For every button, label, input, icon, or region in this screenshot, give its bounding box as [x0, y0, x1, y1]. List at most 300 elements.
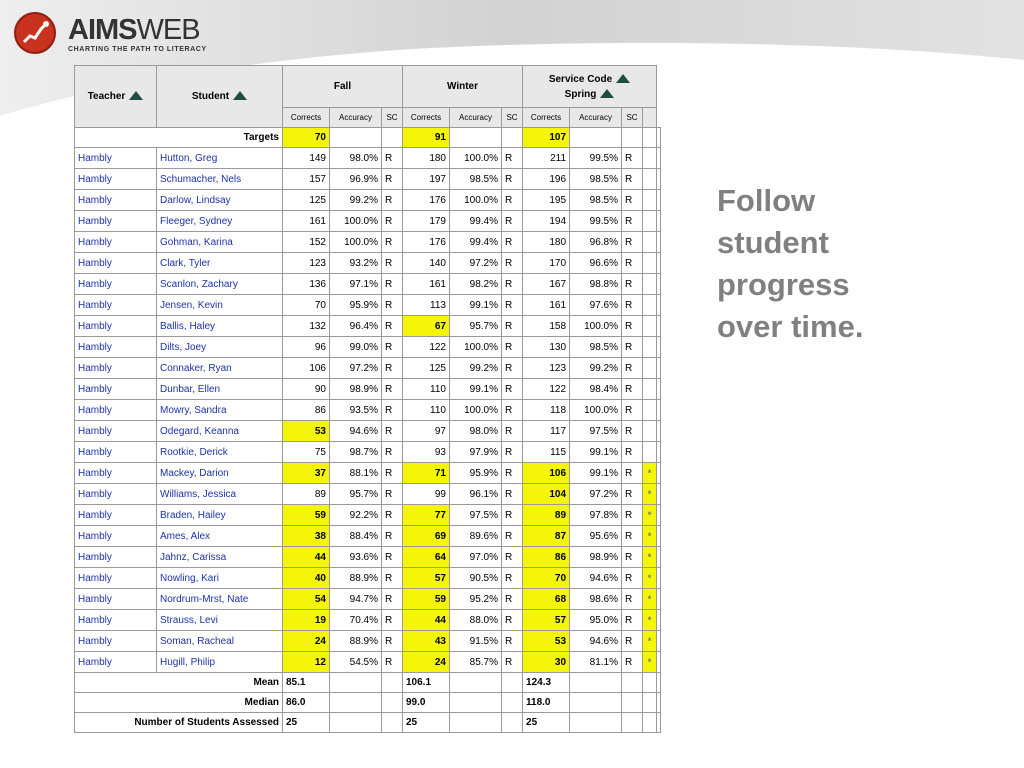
spring-service-code: R [622, 547, 643, 568]
spring-service-code: R [622, 232, 643, 253]
fall-service-code: R [382, 421, 403, 442]
winter-service-code: R [502, 190, 523, 211]
fall-accuracy-header: Accuracy [330, 108, 382, 128]
winter-corrects: 110 [403, 400, 450, 421]
fall-service-code: R [382, 463, 403, 484]
table-row [75, 505, 661, 526]
teacher-link[interactable]: Hambly [75, 505, 157, 526]
empty-cell [622, 713, 643, 733]
table-row [75, 526, 661, 547]
empty-cell [657, 274, 661, 295]
winter-service-code: R [502, 232, 523, 253]
teacher-link[interactable]: Hambly [75, 547, 157, 568]
callout-text [717, 180, 987, 348]
winter-corrects: 67 [403, 316, 450, 337]
fall-corrects: 12 [283, 652, 330, 673]
fall-accuracy: 100.0% [330, 232, 382, 253]
fall-corrects: 161 [283, 211, 330, 232]
fall-corrects: 59 [283, 505, 330, 526]
student-link[interactable]: Darlow, Lindsay [157, 190, 283, 211]
fall-corrects: 136 [283, 274, 330, 295]
empty-cell [382, 713, 403, 733]
fall-corrects: 44 [283, 547, 330, 568]
stat-label: Number of Students Assessed [75, 713, 283, 733]
spring-corrects: 118 [523, 400, 570, 421]
spring-corrects: 161 [523, 295, 570, 316]
spring-accuracy: 99.2% [570, 358, 622, 379]
empty-cell [657, 673, 661, 693]
winter-accuracy: 91.5% [450, 631, 502, 652]
teacher-link[interactable]: Hambly [75, 190, 157, 211]
fall-corrects: 152 [283, 232, 330, 253]
fall-service-code: R [382, 295, 403, 316]
spring-header[interactable] [523, 66, 657, 108]
student-link[interactable]: Williams, Jessica [157, 484, 283, 505]
student-link[interactable]: Ames, Alex [157, 526, 283, 547]
teacher-link[interactable]: Hambly [75, 211, 157, 232]
flag-marker [643, 232, 657, 253]
sort-teacher-icon[interactable] [129, 91, 143, 100]
spring-corrects: 195 [523, 190, 570, 211]
table-row [75, 400, 661, 421]
spring-service-code: R [622, 169, 643, 190]
spring-label: Spring [564, 88, 597, 100]
fall-corrects: 96 [283, 337, 330, 358]
spring-service-code: R [622, 253, 643, 274]
table-row [75, 295, 661, 316]
teacher-link[interactable]: Hambly [75, 379, 157, 400]
winter-target: 91 [403, 128, 450, 148]
winter-header: Winter [403, 66, 523, 108]
spring-target: 107 [523, 128, 570, 148]
winter-accuracy: 85.7% [450, 652, 502, 673]
student-link[interactable]: Connaker, Ryan [157, 358, 283, 379]
table-row [75, 274, 661, 295]
callout-line-2: student [717, 225, 829, 260]
fall-service-code: R [382, 652, 403, 673]
spring-service-code: R [622, 484, 643, 505]
fall-service-code: R [382, 505, 403, 526]
teacher-link[interactable]: Hambly [75, 400, 157, 421]
fall-service-code: R [382, 631, 403, 652]
winter-corrects: 180 [403, 148, 450, 169]
spring-corrects: 53 [523, 631, 570, 652]
empty-cell [657, 547, 661, 568]
teacher-link[interactable]: Hambly [75, 337, 157, 358]
spring-accuracy: 96.6% [570, 253, 622, 274]
table-row [75, 169, 661, 190]
spring-accuracy: 97.8% [570, 505, 622, 526]
winter-service-code: R [502, 337, 523, 358]
fall-accuracy: 93.2% [330, 253, 382, 274]
empty-cell [657, 169, 661, 190]
winter-stat: 99.0 [403, 693, 450, 713]
fall-corrects: 40 [283, 568, 330, 589]
winter-accuracy: 90.5% [450, 568, 502, 589]
spring-corrects: 158 [523, 316, 570, 337]
table-row [75, 379, 661, 400]
spring-service-code: R [622, 379, 643, 400]
spring-accuracy: 99.5% [570, 148, 622, 169]
flag-marker [643, 337, 657, 358]
student-link[interactable]: Clark, Tyler [157, 253, 283, 274]
empty-cell [622, 128, 643, 148]
logo-aims-text: AIMS [68, 14, 137, 46]
empty-cell [657, 463, 661, 484]
empty-cell [657, 337, 661, 358]
empty-cell [502, 128, 523, 148]
flag-marker [643, 400, 657, 421]
winter-stat: 106.1 [403, 673, 450, 693]
empty-cell [657, 148, 661, 169]
student-link[interactable]: Jensen, Kevin [157, 295, 283, 316]
empty-cell [570, 713, 622, 733]
empty-cell [643, 713, 657, 733]
student-link[interactable]: Mackey, Darion [157, 463, 283, 484]
teacher-link[interactable]: Hambly [75, 442, 157, 463]
fall-service-code: R [382, 190, 403, 211]
fall-accuracy: 100.0% [330, 211, 382, 232]
flag-marker [643, 316, 657, 337]
winter-service-code: R [502, 211, 523, 232]
winter-corrects-header: Corrects [403, 108, 450, 128]
spring-service-code: R [622, 400, 643, 421]
teacher-link[interactable]: Hambly [75, 610, 157, 631]
sort-service-code-icon[interactable] [616, 74, 630, 83]
winter-accuracy: 97.2% [450, 253, 502, 274]
teacher-header-label: Teacher [87, 91, 126, 102]
empty-cell [657, 400, 661, 421]
fall-accuracy: 93.5% [330, 400, 382, 421]
fall-accuracy: 99.0% [330, 337, 382, 358]
callout-line-4: over time. [717, 309, 864, 344]
empty-cell [382, 693, 403, 713]
empty-cell [657, 505, 661, 526]
student-link[interactable]: Braden, Hailey [157, 505, 283, 526]
empty-cell [330, 693, 382, 713]
student-link[interactable]: Dilts, Joey [157, 337, 283, 358]
winter-corrects: 97 [403, 421, 450, 442]
teacher-link[interactable]: Hambly [75, 316, 157, 337]
flag-marker [643, 169, 657, 190]
winter-accuracy: 97.0% [450, 547, 502, 568]
flag-marker [643, 442, 657, 463]
empty-cell [502, 673, 523, 693]
fall-sc-header: SC [382, 108, 403, 128]
fall-accuracy: 98.7% [330, 442, 382, 463]
spring-accuracy: 99.1% [570, 463, 622, 484]
winter-service-code: R [502, 505, 523, 526]
sort-spring-icon[interactable] [600, 89, 614, 98]
winter-corrects: 57 [403, 568, 450, 589]
table-row [75, 463, 661, 484]
fall-accuracy: 96.9% [330, 169, 382, 190]
student-link[interactable]: Soman, Racheal [157, 631, 283, 652]
winter-corrects: 69 [403, 526, 450, 547]
fall-corrects: 90 [283, 379, 330, 400]
teacher-link[interactable]: Hambly [75, 253, 157, 274]
stats-row [75, 673, 661, 693]
table-row [75, 568, 661, 589]
table-row [75, 190, 661, 211]
spring-corrects: 30 [523, 652, 570, 673]
spring-accuracy: 98.5% [570, 190, 622, 211]
header-spacer [657, 66, 661, 128]
spring-corrects: 117 [523, 421, 570, 442]
flag-marker [643, 274, 657, 295]
spring-service-code: R [622, 358, 643, 379]
fall-accuracy: 99.2% [330, 190, 382, 211]
empty-cell [330, 128, 382, 148]
flag-marker: * [643, 631, 657, 652]
winter-corrects: 24 [403, 652, 450, 673]
winter-service-code: R [502, 568, 523, 589]
winter-corrects: 59 [403, 589, 450, 610]
fall-service-code: R [382, 484, 403, 505]
logo-tagline: CHARTING THE PATH TO LITERACY [68, 46, 207, 53]
targets-label: Targets [75, 128, 283, 148]
spring-accuracy: 98.5% [570, 169, 622, 190]
teacher-link[interactable]: Hambly [75, 484, 157, 505]
empty-cell [657, 568, 661, 589]
stats-row [75, 713, 661, 733]
empty-cell [450, 128, 502, 148]
winter-accuracy: 95.7% [450, 316, 502, 337]
spring-corrects: 167 [523, 274, 570, 295]
student-progress-table [74, 65, 661, 733]
fall-corrects: 37 [283, 463, 330, 484]
flag-marker: * [643, 526, 657, 547]
spring-service-code: R [622, 337, 643, 358]
winter-corrects: 99 [403, 484, 450, 505]
empty-cell [657, 713, 661, 733]
spring-corrects: 68 [523, 589, 570, 610]
winter-accuracy: 95.9% [450, 463, 502, 484]
empty-cell [643, 673, 657, 693]
student-link[interactable]: Odegard, Keanna [157, 421, 283, 442]
flag-marker: * [643, 463, 657, 484]
sort-student-icon[interactable] [233, 91, 247, 100]
flag-marker [643, 295, 657, 316]
winter-service-code: R [502, 610, 523, 631]
winter-corrects: 77 [403, 505, 450, 526]
winter-service-code: R [502, 589, 523, 610]
fall-corrects: 89 [283, 484, 330, 505]
stats-row [75, 693, 661, 713]
teacher-link[interactable]: Hambly [75, 589, 157, 610]
student-link[interactable]: Mowry, Sandra [157, 400, 283, 421]
empty-cell [657, 421, 661, 442]
stat-label: Mean [75, 673, 283, 693]
teacher-link[interactable]: Hambly [75, 274, 157, 295]
flag-marker: * [643, 652, 657, 673]
teacher-link[interactable]: Hambly [75, 169, 157, 190]
fall-accuracy: 88.1% [330, 463, 382, 484]
winter-service-code: R [502, 442, 523, 463]
empty-cell [570, 673, 622, 693]
fall-corrects: 157 [283, 169, 330, 190]
empty-cell [622, 673, 643, 693]
student-link[interactable]: Rootkie, Derick [157, 442, 283, 463]
winter-corrects: 179 [403, 211, 450, 232]
winter-corrects: 176 [403, 190, 450, 211]
fall-stat: 86.0 [283, 693, 330, 713]
fall-corrects: 106 [283, 358, 330, 379]
spring-corrects: 57 [523, 610, 570, 631]
fall-header: Fall [283, 66, 403, 108]
teacher-link[interactable]: Hambly [75, 295, 157, 316]
student-link[interactable]: Schumacher, Nels [157, 169, 283, 190]
winter-accuracy: 95.2% [450, 589, 502, 610]
empty-cell [657, 379, 661, 400]
spring-accuracy: 99.5% [570, 211, 622, 232]
empty-cell [643, 128, 657, 148]
spring-service-code: R [622, 190, 643, 211]
teacher-link[interactable]: Hambly [75, 463, 157, 484]
student-link[interactable]: Nowling, Kari [157, 568, 283, 589]
winter-accuracy: 100.0% [450, 337, 502, 358]
flag-marker: * [643, 589, 657, 610]
spring-corrects-header: Corrects [523, 108, 570, 128]
winter-corrects: 110 [403, 379, 450, 400]
teacher-link[interactable]: Hambly [75, 232, 157, 253]
fall-service-code: R [382, 379, 403, 400]
callout-line-3: progress [717, 267, 850, 302]
flag-marker: * [643, 505, 657, 526]
fall-service-code: R [382, 211, 403, 232]
spring-corrects: 211 [523, 148, 570, 169]
empty-cell [450, 673, 502, 693]
winter-corrects: 43 [403, 631, 450, 652]
table-row [75, 232, 661, 253]
spring-service-code: R [622, 274, 643, 295]
empty-cell [450, 693, 502, 713]
student-link[interactable]: Fleeger, Sydney [157, 211, 283, 232]
spring-service-code: R [622, 526, 643, 547]
winter-service-code: R [502, 463, 523, 484]
spring-corrects: 86 [523, 547, 570, 568]
fall-accuracy: 94.7% [330, 589, 382, 610]
teacher-column-header[interactable] [75, 66, 157, 128]
spring-accuracy: 98.8% [570, 274, 622, 295]
fall-corrects: 132 [283, 316, 330, 337]
teacher-link[interactable]: Hambly [75, 421, 157, 442]
table-row [75, 253, 661, 274]
spring-corrects: 70 [523, 568, 570, 589]
student-link[interactable]: Gohman, Karina [157, 232, 283, 253]
student-column-header[interactable] [157, 66, 283, 128]
fall-accuracy: 95.9% [330, 295, 382, 316]
fall-accuracy: 95.7% [330, 484, 382, 505]
student-link[interactable]: Jahnz, Carissa [157, 547, 283, 568]
student-header-label: Student [191, 91, 230, 102]
spring-stat: 118.0 [523, 693, 570, 713]
fall-corrects: 125 [283, 190, 330, 211]
spring-corrects: 170 [523, 253, 570, 274]
fall-accuracy: 96.4% [330, 316, 382, 337]
teacher-link[interactable]: Hambly [75, 631, 157, 652]
winter-service-code: R [502, 400, 523, 421]
fall-corrects: 53 [283, 421, 330, 442]
spring-service-code: R [622, 568, 643, 589]
fall-accuracy: 98.0% [330, 148, 382, 169]
winter-service-code: R [502, 274, 523, 295]
teacher-link[interactable]: Hambly [75, 148, 157, 169]
fall-accuracy: 88.9% [330, 631, 382, 652]
student-link[interactable]: Strauss, Levi [157, 610, 283, 631]
winter-service-code: R [502, 148, 523, 169]
student-link[interactable]: Hutton, Greg [157, 148, 283, 169]
empty-cell [657, 128, 661, 148]
winter-accuracy: 99.2% [450, 358, 502, 379]
student-link[interactable]: Hugill, Philip [157, 652, 283, 673]
spring-service-code: R [622, 442, 643, 463]
student-link[interactable]: Scanlon, Zachary [157, 274, 283, 295]
stat-label: Median [75, 693, 283, 713]
winter-accuracy: 99.4% [450, 211, 502, 232]
empty-cell [570, 128, 622, 148]
winter-service-code: R [502, 316, 523, 337]
teacher-link[interactable]: Hambly [75, 526, 157, 547]
fall-service-code: R [382, 316, 403, 337]
winter-service-code: R [502, 484, 523, 505]
winter-accuracy: 89.6% [450, 526, 502, 547]
fall-service-code: R [382, 610, 403, 631]
fall-corrects: 70 [283, 295, 330, 316]
empty-cell [502, 713, 523, 733]
winter-service-code: R [502, 379, 523, 400]
empty-cell [657, 190, 661, 211]
spring-corrects: 130 [523, 337, 570, 358]
empty-cell [330, 713, 382, 733]
winter-corrects: 44 [403, 610, 450, 631]
winter-corrects: 93 [403, 442, 450, 463]
fall-corrects: 86 [283, 400, 330, 421]
winter-accuracy: 99.1% [450, 295, 502, 316]
winter-service-code: R [502, 652, 523, 673]
spring-accuracy: 98.4% [570, 379, 622, 400]
spring-accuracy: 98.5% [570, 337, 622, 358]
spring-service-code: R [622, 589, 643, 610]
empty-cell [657, 589, 661, 610]
teacher-link[interactable]: Hambly [75, 652, 157, 673]
empty-cell [657, 295, 661, 316]
empty-cell [657, 211, 661, 232]
winter-corrects: 176 [403, 232, 450, 253]
teacher-link[interactable]: Hambly [75, 358, 157, 379]
winter-accuracy: 88.0% [450, 610, 502, 631]
student-link[interactable]: Nordrum-Mrst, Nate [157, 589, 283, 610]
spring-accuracy: 95.0% [570, 610, 622, 631]
table-row [75, 547, 661, 568]
winter-service-code: R [502, 526, 523, 547]
fall-accuracy: 92.2% [330, 505, 382, 526]
winter-accuracy: 100.0% [450, 400, 502, 421]
flag-marker [643, 148, 657, 169]
student-link[interactable]: Ballis, Haley [157, 316, 283, 337]
spring-accuracy: 97.5% [570, 421, 622, 442]
spring-corrects: 104 [523, 484, 570, 505]
student-link[interactable]: Dunbar, Ellen [157, 379, 283, 400]
spring-accuracy: 100.0% [570, 400, 622, 421]
table-row [75, 442, 661, 463]
fall-target: 70 [283, 128, 330, 148]
fall-service-code: R [382, 568, 403, 589]
winter-accuracy: 97.9% [450, 442, 502, 463]
teacher-link[interactable]: Hambly [75, 568, 157, 589]
fall-service-code: R [382, 358, 403, 379]
winter-service-code: R [502, 253, 523, 274]
